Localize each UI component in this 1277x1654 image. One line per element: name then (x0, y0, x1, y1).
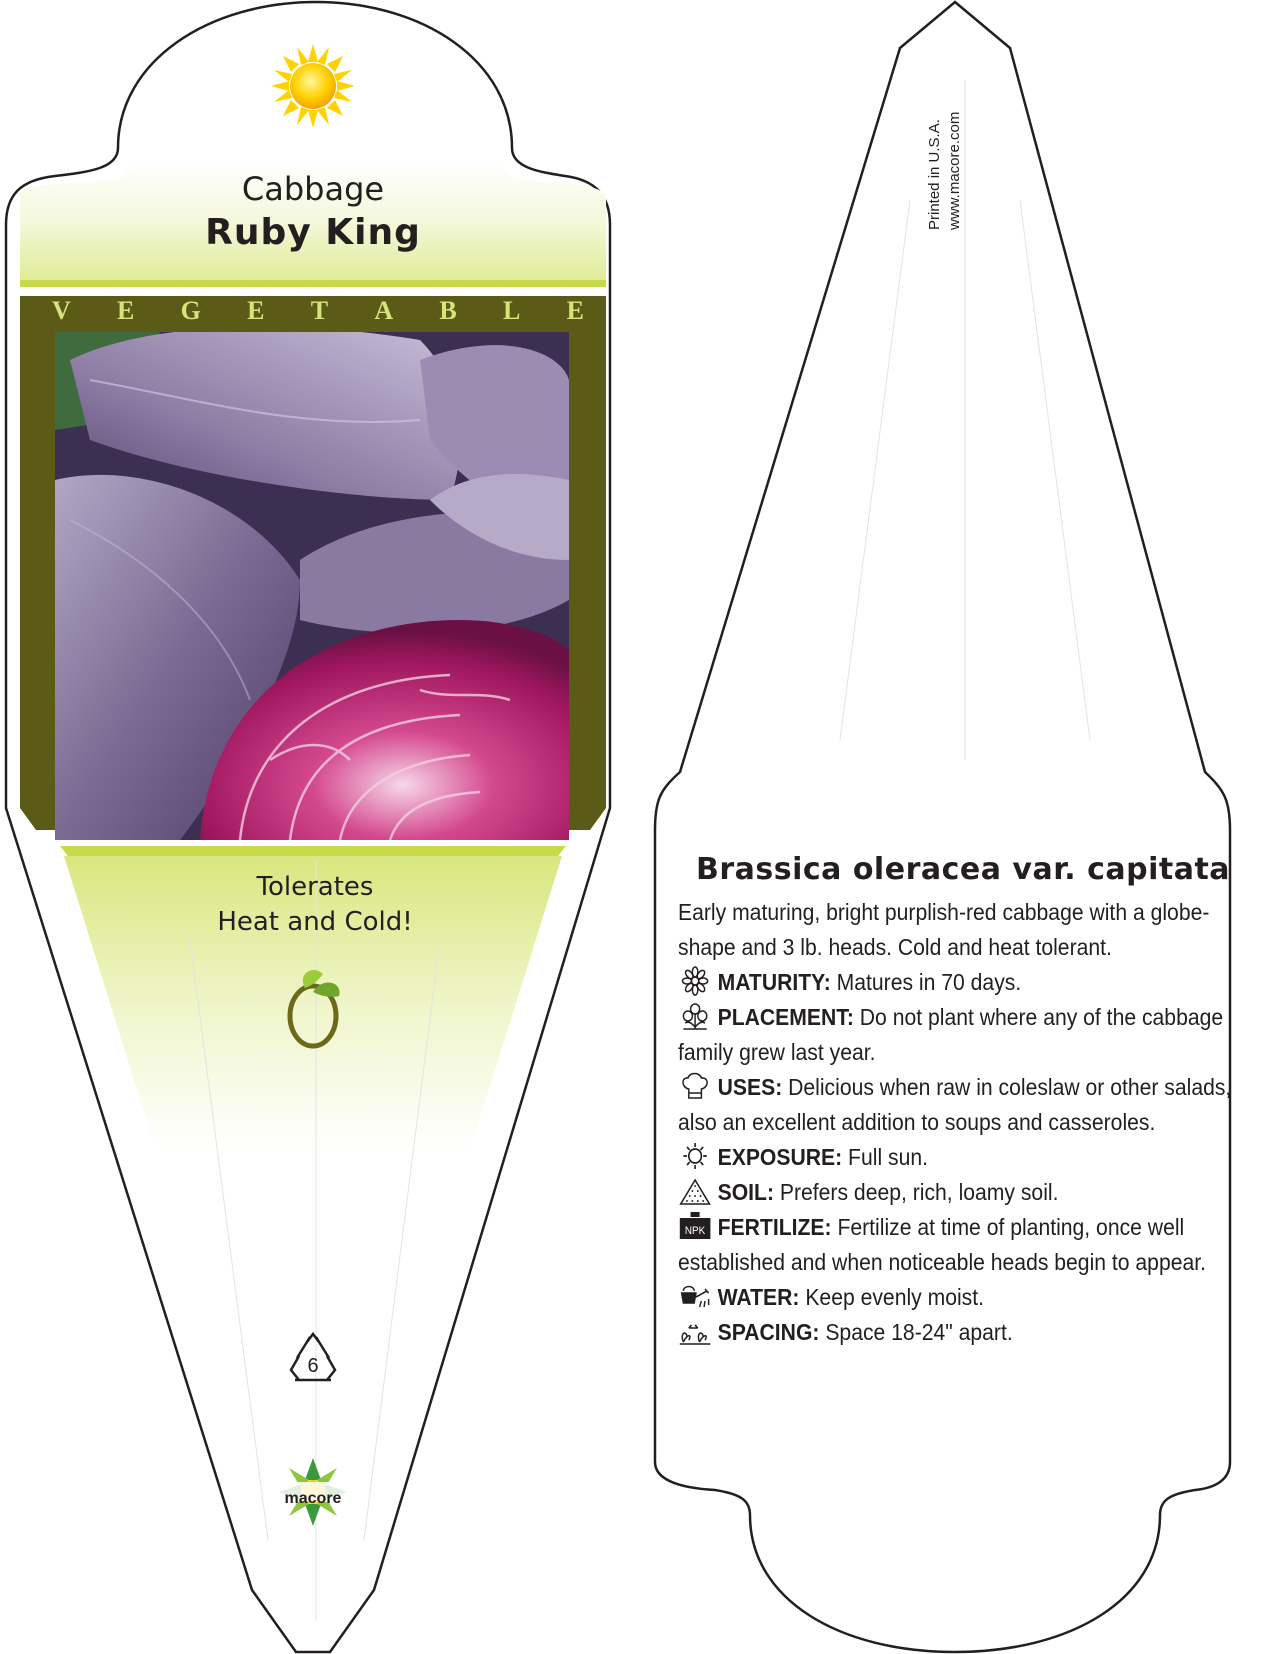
scientific-name: Brassica oleracea var. capitata (695, 852, 1231, 887)
water-item (678, 1280, 1248, 1315)
item-label: SPACING: (717, 1319, 820, 1345)
item-text: Prefers deep, rich, loamy soil. (779, 1179, 1059, 1205)
item-text: Space 18-24" apart. (825, 1319, 1013, 1345)
item-text: Delicious when raw in coleslaw or other salads, also an excellent addition to soups and casseroles. (678, 1074, 1232, 1135)
tagline (100, 870, 530, 940)
category-label (52, 296, 584, 326)
tagline-line: Heat and Cold! (217, 907, 413, 937)
item-label: WATER: (717, 1284, 800, 1310)
category-letter: E (117, 296, 135, 325)
common-name: Cabbage (241, 170, 385, 208)
category-letter: G (180, 296, 201, 325)
exposure-item (678, 1140, 1248, 1175)
uses-item (678, 1070, 1248, 1140)
flower-icon (678, 966, 712, 996)
spacing-item (678, 1315, 1248, 1350)
soil-item (678, 1175, 1248, 1210)
svg-text:NPK: NPK (684, 1225, 706, 1238)
category-letter: B (439, 296, 457, 325)
sun-icon (678, 1141, 712, 1171)
category-letter: E (566, 296, 584, 325)
soil-icon (678, 1176, 712, 1206)
printed-in-label-wrap (926, 50, 943, 230)
item-label: SOIL: (717, 1179, 775, 1205)
website-label: www.macore.com (946, 111, 963, 230)
maturity-item (678, 965, 1248, 1000)
printed-in-label: Printed in U.S.A. (926, 119, 943, 230)
category-letter: T (310, 296, 329, 325)
recycle-number: 6 (307, 1355, 319, 1377)
item-text: Keep evenly moist. (805, 1284, 985, 1310)
item-text: Do not plant where any of the cabbage family grew last year. (678, 1004, 1224, 1065)
category-letter: L (503, 296, 521, 325)
item-label: EXPOSURE: (717, 1144, 843, 1170)
item-text: Full sun. (848, 1144, 929, 1170)
item-label: PLACEMENT: (717, 1004, 854, 1030)
cabbage-photo (55, 327, 569, 840)
npk-icon (678, 1211, 712, 1241)
item-label: MATURITY: (717, 969, 831, 995)
logo-text: macore (284, 1490, 342, 1507)
care-text (678, 895, 1248, 1350)
category-letter: A (374, 296, 394, 325)
placement-item (678, 1000, 1248, 1070)
watering-can-icon (678, 1281, 712, 1311)
spacing-icon (678, 1316, 712, 1346)
chef-hat-icon (678, 1071, 712, 1101)
item-text: Matures in 70 days. (836, 969, 1022, 995)
description: Early maturing, bright purplish-red cabbage with a globe-shape and 3 lb. heads. Cold and heat tolerant. (678, 899, 1210, 960)
variety-name: Ruby King (205, 212, 421, 253)
tagline-line: Tolerates (256, 872, 374, 902)
category-letter: E (247, 296, 265, 325)
website-label-wrap (946, 50, 963, 230)
item-label: FERTILIZE: (717, 1214, 832, 1240)
back-content (678, 852, 1248, 1350)
item-label: USES: (717, 1074, 783, 1100)
full-sun-icon (271, 44, 355, 128)
garden-icon (678, 1001, 712, 1031)
fertilize-item (678, 1210, 1248, 1280)
item-text: Fertilize at time of planting, once well established and when noticeable heads begin to appear. (678, 1214, 1206, 1275)
back-tag-outline (655, 2, 1230, 1652)
category-letter: V (52, 296, 71, 325)
